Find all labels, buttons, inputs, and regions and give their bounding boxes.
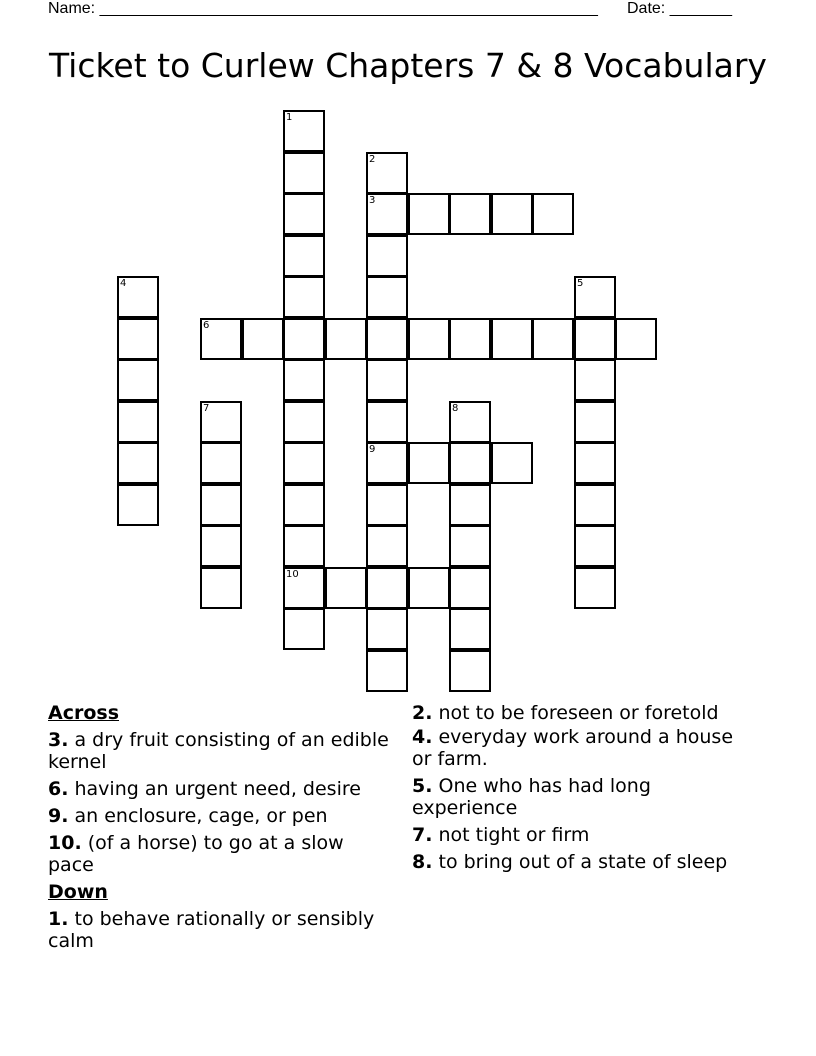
grid-cell[interactable]: [283, 276, 325, 318]
clue-text: an enclosure, cage, or pen: [68, 805, 328, 827]
page-title: Ticket to Curlew Chapters 7 & 8 Vocabulary: [49, 46, 767, 85]
clue-number: 4.: [412, 726, 433, 748]
grid-cell[interactable]: [574, 484, 616, 526]
grid-cell[interactable]: [408, 193, 450, 235]
name-field-label: Name: ________________________________________________________: [48, 0, 598, 17]
cell-number: 6: [203, 320, 210, 331]
grid-cell[interactable]: [491, 442, 533, 484]
cell-number: 2: [369, 154, 376, 165]
cell-number: 9: [369, 444, 376, 455]
across-clue-10: [48, 832, 393, 876]
grid-cell[interactable]: [449, 318, 491, 360]
grid-cell[interactable]: [408, 567, 450, 609]
grid-cell[interactable]: [117, 442, 159, 484]
clues-left-column: [48, 702, 393, 957]
clue-number: 6.: [48, 778, 69, 800]
grid-cell[interactable]: [532, 193, 574, 235]
grid-cell[interactable]: [574, 525, 616, 567]
grid-cell[interactable]: [283, 110, 325, 152]
grid-cell[interactable]: [200, 401, 242, 443]
grid-cell[interactable]: [283, 152, 325, 194]
grid-cell[interactable]: [449, 608, 491, 650]
clues-right-column: [412, 702, 757, 878]
clue-number: 8.: [412, 851, 433, 873]
clue-number: 7.: [412, 824, 433, 846]
grid-cell[interactable]: [325, 567, 367, 609]
clue-number: 1.: [48, 908, 69, 930]
grid-cell[interactable]: [283, 525, 325, 567]
cell-number: 5: [577, 278, 584, 289]
grid-cell[interactable]: [283, 484, 325, 526]
grid-cell[interactable]: [366, 359, 408, 401]
cell-number: 7: [203, 403, 210, 414]
down-clue-1: [48, 908, 393, 952]
grid-cell[interactable]: [366, 193, 408, 235]
clue-text: not tight or firm: [432, 824, 590, 846]
clue-number: 10.: [48, 832, 82, 854]
clue-text: to behave rationally or sensibly calm: [48, 908, 375, 952]
clue-number: 9.: [48, 805, 69, 827]
clue-text: to bring out of a state of sleep: [432, 851, 728, 873]
grid-cell[interactable]: [200, 442, 242, 484]
grid-cell[interactable]: [200, 567, 242, 609]
across-clue-6: [48, 778, 393, 800]
date-field-label: Date: _______: [627, 0, 732, 17]
grid-cell[interactable]: [574, 276, 616, 318]
grid-cell[interactable]: [366, 318, 408, 360]
grid-cell[interactable]: [366, 442, 408, 484]
across-heading: Across: [48, 702, 120, 724]
clue-number: 2.: [412, 702, 433, 724]
grid-cell[interactable]: [449, 567, 491, 609]
grid-cell[interactable]: [449, 442, 491, 484]
grid-cell[interactable]: [574, 442, 616, 484]
down-clue-2: [412, 702, 757, 724]
clue-number: 3.: [48, 729, 69, 751]
grid-cell[interactable]: [117, 276, 159, 318]
grid-cell[interactable]: [615, 318, 657, 360]
grid-cell[interactable]: [117, 318, 159, 360]
grid-cell[interactable]: [449, 484, 491, 526]
grid-cell[interactable]: [574, 318, 616, 360]
grid-cell[interactable]: [283, 318, 325, 360]
grid-cell[interactable]: [117, 484, 159, 526]
grid-cell[interactable]: [242, 318, 284, 360]
clue-number: 5.: [412, 775, 433, 797]
cell-number: 8: [452, 403, 459, 414]
grid-cell[interactable]: [283, 193, 325, 235]
grid-cell[interactable]: [283, 235, 325, 277]
grid-cell[interactable]: [117, 359, 159, 401]
grid-cell[interactable]: [200, 484, 242, 526]
down-clue-7: [412, 824, 757, 846]
grid-cell[interactable]: [366, 484, 408, 526]
grid-cell[interactable]: [366, 650, 408, 692]
grid-cell[interactable]: [491, 193, 533, 235]
grid-cell[interactable]: [574, 359, 616, 401]
clue-text: having an urgent need, desire: [68, 778, 361, 800]
cell-number: 4: [120, 278, 127, 289]
grid-cell[interactable]: [366, 276, 408, 318]
clue-text: everyday work around a house or farm.: [412, 726, 734, 770]
grid-cell[interactable]: [449, 401, 491, 443]
grid-cell[interactable]: [366, 525, 408, 567]
grid-cell[interactable]: [491, 318, 533, 360]
grid-cell[interactable]: [325, 318, 367, 360]
cell-number: 1: [286, 112, 293, 123]
cell-number: 3: [369, 195, 376, 206]
grid-cell[interactable]: [408, 318, 450, 360]
grid-cell[interactable]: [366, 567, 408, 609]
across-clue-3: [48, 729, 393, 773]
grid-cell[interactable]: [117, 401, 159, 443]
grid-cell[interactable]: [283, 608, 325, 650]
grid-cell[interactable]: [200, 525, 242, 567]
down-clue-4: [412, 726, 757, 770]
clue-text: a dry fruit consisting of an edible kernel: [48, 729, 389, 773]
down-heading: Down: [48, 881, 108, 903]
clue-text: not to be foreseen or foretold: [432, 702, 719, 724]
grid-cell[interactable]: [283, 442, 325, 484]
grid-cell[interactable]: [532, 318, 574, 360]
grid-cell[interactable]: [408, 442, 450, 484]
clue-text: (of a horse) to go at a slow pace: [48, 832, 344, 876]
grid-cell[interactable]: [283, 567, 325, 609]
grid-cell[interactable]: [283, 401, 325, 443]
grid-cell[interactable]: [449, 193, 491, 235]
down-clue-5: [412, 775, 757, 819]
grid-cell[interactable]: [574, 567, 616, 609]
cell-number: 10: [286, 569, 299, 580]
grid-cell[interactable]: [449, 525, 491, 567]
clue-text: One who has had long experience: [412, 775, 651, 819]
grid-cell[interactable]: [366, 235, 408, 277]
grid-cell[interactable]: [366, 608, 408, 650]
across-clue-9: [48, 805, 393, 827]
grid-cell[interactable]: [366, 401, 408, 443]
grid-cell[interactable]: [283, 359, 325, 401]
down-clue-8: [412, 851, 757, 873]
grid-cell[interactable]: [574, 401, 616, 443]
grid-cell[interactable]: [449, 650, 491, 692]
grid-cell[interactable]: [200, 318, 242, 360]
grid-cell[interactable]: [366, 152, 408, 194]
